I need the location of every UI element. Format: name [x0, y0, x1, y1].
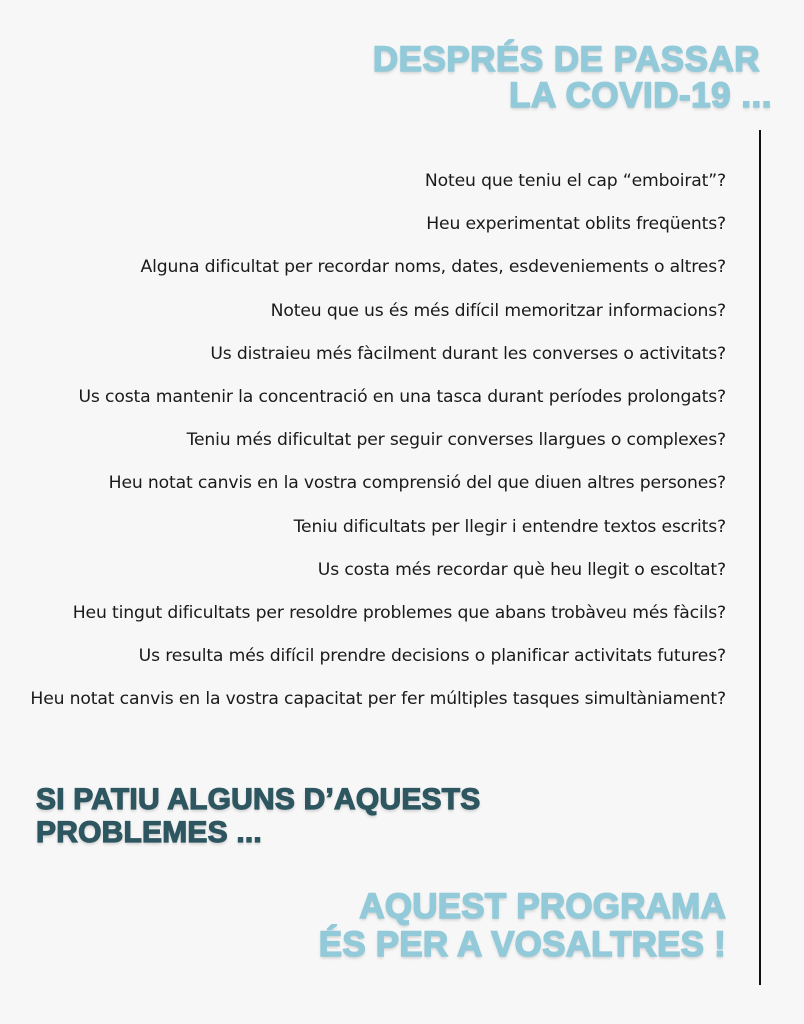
question-item: Us costa mantenir la concentració en una tasca durant períodes prolongats?	[78, 386, 726, 407]
question-item: Us distraieu més fàcilment durant les converses o activitats?	[210, 343, 726, 364]
question-item: Noteu que teniu el cap “emboirat”?	[424, 171, 726, 191]
footer-heading	[319, 888, 726, 964]
question-item: Teniu més dificultat per seguir converses llargues o complexes?	[186, 430, 726, 451]
question-item: Alguna dificultat per recordar noms, dates, esdeveniements o altres?	[140, 257, 726, 278]
middle-heading-line1: SI PATIU ALGUNS D’AQUESTS	[36, 783, 481, 816]
question-item: Heu experimentat oblits freqüents?	[426, 214, 726, 235]
middle-heading	[36, 783, 480, 849]
question-item: Heu notat canvis en la vostra capacitat per fer múltiples tasques simultàniament?	[30, 689, 726, 710]
middle-heading-line2: PROBLEMES ...	[36, 816, 262, 849]
question-list	[30, 167, 726, 728]
question-item: Heu tingut dificultats per resoldre problemes que abans trobàveu més fàcils?	[72, 602, 726, 623]
question-item: Us resulta més difícil prendre decisions o planificar activitats futures?	[138, 646, 726, 667]
footer-heading-line2: ÉS PER A VOSALTRES !	[318, 925, 726, 964]
question-item: Us costa més recordar què heu llegit o escoltat?	[317, 559, 726, 580]
header-title	[372, 40, 772, 115]
question-item: Noteu que us és més difícil memoritzar informacions?	[270, 300, 726, 321]
question-item: Teniu dificultats per llegir i entendre textos escrits?	[293, 516, 726, 537]
header-title-line1: DESPRÉS DE PASSAR	[372, 40, 760, 79]
header-title-line2: LA COVID-19 ...	[509, 76, 772, 115]
footer-heading-line1: AQUEST PROGRAMA	[359, 887, 726, 926]
vertical-divider	[759, 130, 761, 985]
question-item: Heu notat canvis en la vostra comprensió del que diuen altres persones?	[108, 473, 726, 494]
